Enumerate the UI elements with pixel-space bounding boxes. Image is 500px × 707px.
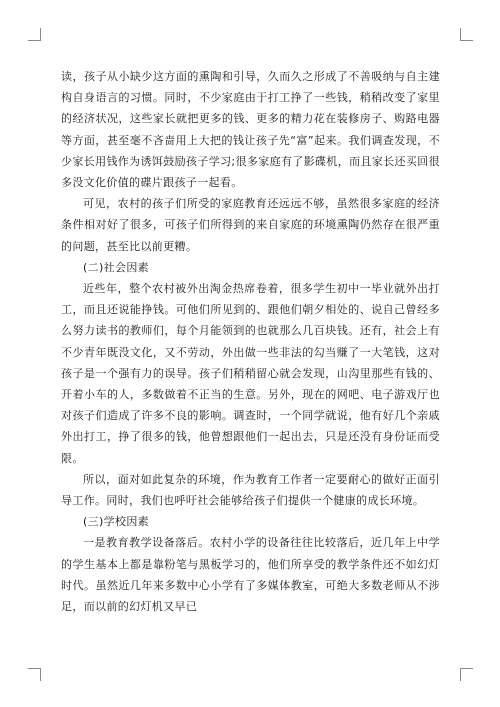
crop-mark-top-right xyxy=(460,28,473,41)
crop-mark-bottom-right xyxy=(460,668,473,681)
crop-mark-top-left xyxy=(28,28,41,41)
paragraph-social-1: 近些年，整个农村被外出淘金热席卷着，很多学生初中一毕业就外出打工，而且还说能挣钱。可他们所见到的、跟他们朝夕相处的、说自己曾经多么努力读书的教师们，每个月能领到的也就那么几百块钱。还有，社会上有不少青年既没文化，又不劳动，外出做一些非法的勾当赚了一大笔钱，这对孩子是一个强有力的误导。孩子们稍稍留心就会发现，山沟里那些有钱的、开着小车的人，多数做着不正当的生意。另外，现在的网吧、电子游戏厅也对孩子们造成了许多不良的影响。调查时，一个同学就说，他有好几个亲戚外出打工，挣了很多的钱，他曾想跟他们一起出去，只是还没有身份证而受限。 xyxy=(61,282,440,465)
crop-mark-bottom-left xyxy=(28,668,41,681)
paragraph-school-1: 一是教育教学设备落后。农村小学的设备往往比较落后，近几年上中学的学生基本上都是靠粉笔与黑板学习的，他们所享受的教学条件还不如幻灯时代。虽然近几年来多数中心小学有了多媒体教室，可绝大多数老师从不涉足，而以前的幻灯机又早已 xyxy=(61,536,440,614)
document-body xyxy=(61,66,440,617)
section-heading-school: (三)学校因素 xyxy=(83,515,150,529)
paragraph-social-2: 所以，面对如此复杂的环境，作为教育工作者一定要耐心的做好正面引导工作。同时，我们也呼吁社会能够给孩子们提供一个健康的成长环境。 xyxy=(61,472,440,508)
paragraph-family-conclusion: 可见，农村的孩子们所受的家庭教育还远远不够，虽然很多家庭的经济条件相对好了很多，可孩子们所得到的来自家庭的环境熏陶仍然存在很严重的问题，甚至比以前更糟。 xyxy=(61,197,440,253)
paragraph-family-continued: 读，孩子从小缺少这方面的熏陶和引导，久而久之形成了不善吸纳与自主建构自身语言的习惯。同时，不少家庭由于打工挣了一些钱，稍稍改变了家里的经济状况，这些家长就把更多的钱、更多的精力花在装修房子、购路电器等方面，甚至毫不吝啬用上大把的钱让孩子先“富”起来。我们调查发现，不少家长用钱作为诱饵鼓励孩子学习;很多家庭有了影碟机，而且家长还买回很多没文化价值的碟片跟孩子一起看。 xyxy=(61,70,440,190)
section-heading-social: (二)社会因素 xyxy=(83,260,150,274)
